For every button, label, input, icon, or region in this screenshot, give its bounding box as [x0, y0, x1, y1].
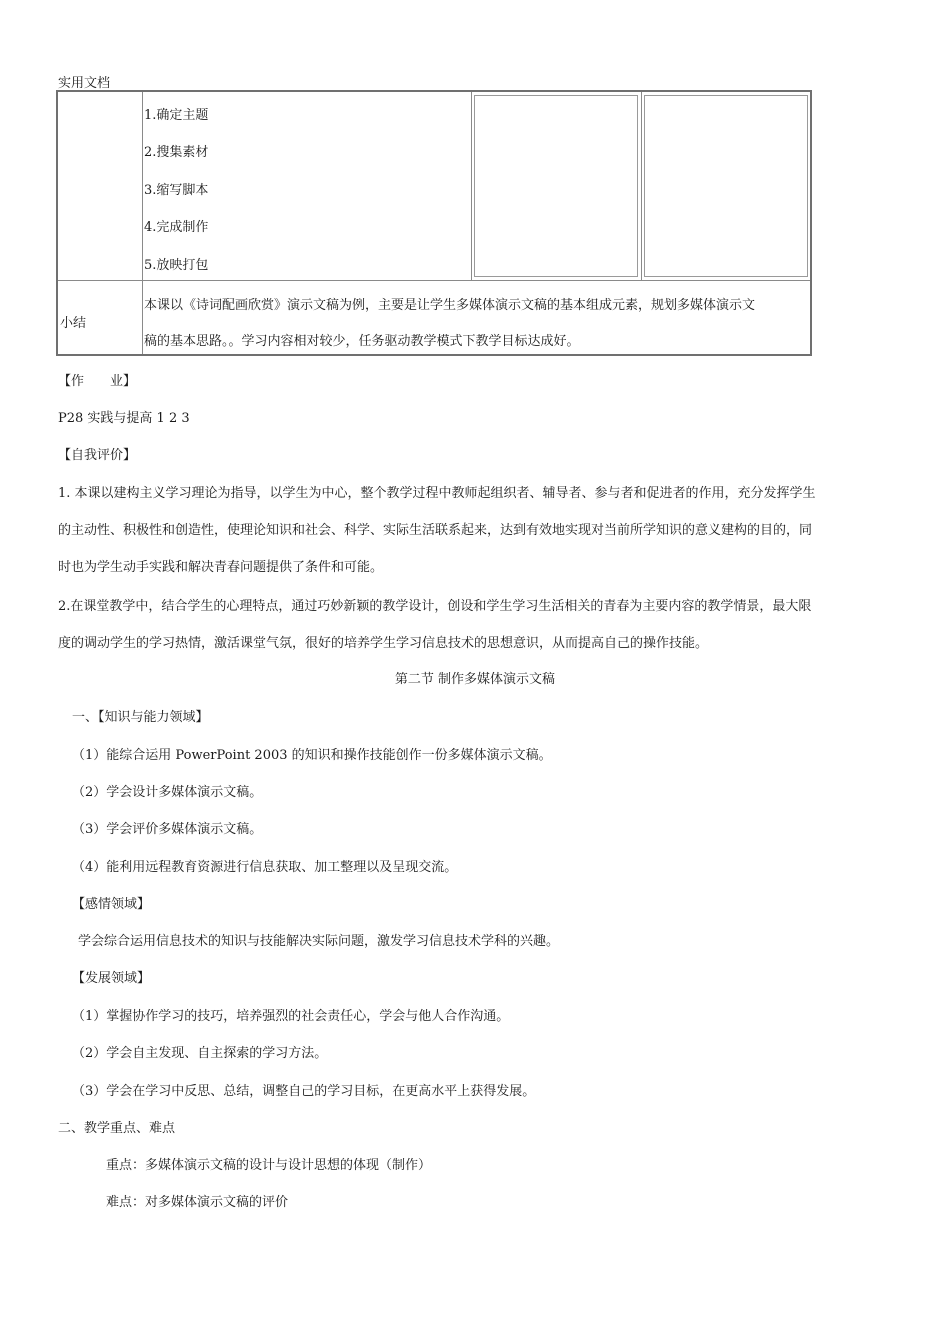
knowledge-heading: 一、【知识与能力领域】 — [72, 710, 209, 725]
self-eval-paragraph-1-line: 时也为学生动手实践和解决青春问题提供了条件和可能。 — [58, 560, 384, 575]
step-item: 4.完成制作 — [144, 220, 209, 235]
table-column-divider — [142, 92, 143, 354]
step-item: 3.缩写脚本 — [144, 183, 209, 198]
self-eval-heading: 【自我评价】 — [58, 448, 137, 463]
self-eval-paragraph-2-line: 2.在课堂教学中，结合学生的心理特点，通过巧妙新颖的教学设计，创设和学生学习生活相关的青春为主要内容的教学情景，最大限 — [58, 599, 812, 614]
development-item: （3）学会在学习中反思、总结，调整自己的学习目标，在更高水平上获得发展。 — [72, 1084, 536, 1099]
knowledge-item: （3）学会评价多媒体演示文稿。 — [72, 822, 263, 837]
emotion-text: 学会综合运用信息技术的知识与技能解决实际问题，激发学习信息技术学科的兴趣。 — [78, 934, 560, 949]
difficulty-text: 难点：对多媒体演示文稿的评价 — [106, 1195, 289, 1210]
empty-cell — [644, 95, 808, 277]
table-column-divider — [471, 92, 472, 280]
knowledge-item: （1）能综合运用 PowerPoint 2003 的知识和操作技能创作一份多媒体演示文稿。 — [72, 748, 552, 763]
key-points-heading: 二、教学重点、难点 — [58, 1121, 176, 1136]
self-eval-paragraph-1-line: 1. 本课以建构主义学习理论为指导，以学生为中心，整个教学过程中教师起组织者、辅导者、参与者和促进者的作用，充分发挥学生 — [58, 486, 816, 501]
section-title: 第二节 制作多媒体演示文稿 — [394, 672, 556, 687]
development-item: （2）学会自主发现、自主探索的学习方法。 — [72, 1046, 328, 1061]
step-item: 2.搜集素材 — [144, 145, 209, 160]
empty-cell — [474, 95, 638, 277]
homework-heading: 【作 业】 — [58, 374, 137, 389]
self-eval-paragraph-2-line: 度的调动学生的学习热情，激活课堂气氛，很好的培养学生学习信息技术的思想意识，从而提高自己的操作技能。 — [58, 636, 709, 651]
knowledge-item: （2）学会设计多媒体演示文稿。 — [72, 785, 263, 800]
step-item: 5.放映打包 — [144, 258, 209, 273]
page-header-label: 实用文档 — [58, 76, 111, 91]
development-item: （1）掌握协作学习的技巧，培养强烈的社会责任心，学会与他人合作沟通。 — [72, 1009, 510, 1024]
summary-text-line: 本课以《诗词配画欣赏》演示文稿为例，主要是让学生多媒体演示文稿的基本组成元素，规划多媒体演示文 — [144, 298, 756, 313]
homework-text: P28 实践与提高 1 2 3 — [58, 411, 190, 426]
self-eval-paragraph-1-line: 的主动性、积极性和创造性，使理论知识和社会、科学、实际生活联系起来，达到有效地实现对当前所学知识的意义建构的目的，同 — [58, 523, 813, 538]
summary-text-line: 稿的基本思路。。学习内容相对较少，任务驱动教学模式下教学目标达成好。 — [144, 334, 580, 349]
knowledge-item: （4）能利用远程教育资源进行信息获取、加工整理以及呈现交流。 — [72, 860, 458, 875]
step-item: 1.确定主题 — [144, 108, 209, 123]
lesson-table — [56, 90, 812, 356]
key-point-text: 重点：多媒体演示文稿的设计与设计思想的体现（制作） — [106, 1158, 432, 1173]
development-heading: 【发展领域】 — [72, 971, 151, 986]
summary-label: 小结 — [60, 316, 87, 331]
emotion-heading: 【感情领域】 — [72, 897, 151, 912]
table-row-divider — [58, 280, 810, 281]
table-column-divider — [641, 92, 642, 280]
